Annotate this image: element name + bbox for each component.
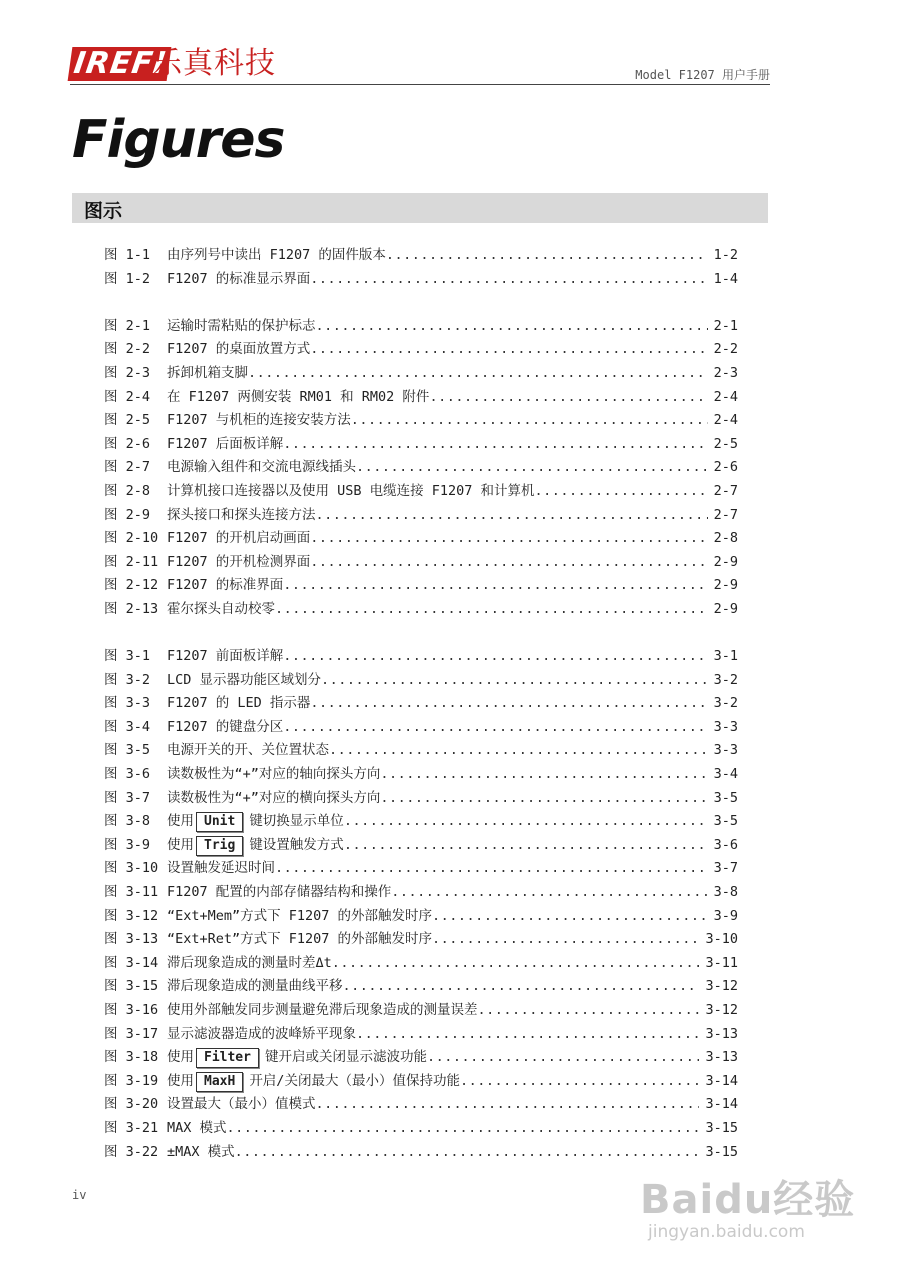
figure-number: 图 2-4 [104, 388, 151, 405]
figure-title [167, 905, 432, 929]
figure-page-number: 2-3 [713, 364, 738, 381]
figure-list-item[interactable] [104, 905, 738, 929]
figure-page-number: 3-8 [713, 884, 738, 901]
watermark [640, 1158, 870, 1258]
page-number: iv [72, 1188, 87, 1202]
figure-number: 图 1-1 [104, 247, 151, 263]
figure-title-text: F1207 后面板详解 [167, 435, 284, 452]
figure-title-text: 探头接口和探头连接方法 [167, 506, 316, 523]
dot-leader [310, 338, 707, 362]
figure-title-text: 键开启或关闭显示滤波功能 [264, 1049, 427, 1066]
figure-title-text: ±MAX 模式 [167, 1143, 235, 1160]
dot-leader [310, 268, 707, 292]
figure-title [167, 881, 391, 905]
dot-leader [275, 857, 708, 881]
figure-list-item[interactable] [104, 338, 738, 362]
figure-page-number: 2-7 [713, 482, 738, 499]
figure-list-item[interactable] [104, 1093, 738, 1117]
figure-title [167, 645, 283, 669]
figure-list-item[interactable] [104, 362, 738, 386]
figure-number: 图 2-8 [104, 482, 151, 499]
figure-title-text: “Ext+Mem”方式下 F1207 的外部触发时序 [167, 907, 433, 924]
figure-page-number: 2-5 [713, 435, 738, 452]
figure-list-item[interactable] [104, 1046, 738, 1070]
dot-leader [316, 315, 708, 339]
figure-title [167, 598, 275, 622]
dot-leader [351, 409, 708, 433]
figure-title-text: 运输时需粘贴的保护标志 [167, 317, 316, 334]
figure-title [167, 787, 380, 811]
figure-title [167, 1117, 227, 1141]
dot-leader [386, 244, 708, 268]
figure-list-item[interactable] [104, 244, 738, 268]
figure-title-text: 设置最大（最小）值模式 [167, 1096, 316, 1113]
figure-page-number: 2-1 [713, 317, 738, 334]
watermark-url: jingyan.baidu.com [648, 1222, 805, 1242]
figure-list-item[interactable] [104, 433, 738, 457]
figure-title [167, 244, 386, 268]
figure-title [167, 551, 310, 575]
figure-list-item[interactable] [104, 645, 738, 669]
figure-number: 图 3-11 [104, 884, 159, 901]
dot-leader [248, 362, 708, 386]
figure-title [167, 315, 316, 339]
dot-leader [316, 504, 708, 528]
figure-title-text: F1207 的开机启动画面 [167, 530, 311, 547]
figure-title [167, 763, 380, 787]
figure-title-text: 由序列号中读出 F1207 的固件版本 [167, 247, 386, 263]
figure-title-text: 在 F1207 两侧安装 RM01 和 RM02 附件 [167, 388, 430, 405]
figure-number: 图 2-6 [104, 435, 151, 452]
figure-title [167, 928, 432, 952]
figure-page-number: 3-1 [713, 648, 738, 665]
company-logo-text: 乐真科技 [152, 46, 276, 81]
figure-title [167, 669, 321, 693]
figure-page-number: 3-5 [713, 789, 738, 806]
figure-title [167, 999, 478, 1023]
figure-page-number: 2-4 [713, 388, 738, 405]
figure-title-text: 电源开关的开、关位置状态 [167, 742, 329, 759]
figure-list-item[interactable] [104, 787, 738, 811]
figure-number: 图 3-17 [104, 1025, 159, 1042]
figure-title-text: 使用外部触发同步测量避免滞后现象造成的测量误差 [167, 1002, 478, 1018]
figure-title-text: 滞后现象造成的测量曲线平移 [167, 978, 343, 995]
figure-list-item[interactable] [104, 598, 738, 622]
figure-list [104, 244, 738, 1164]
figure-title [167, 1070, 460, 1094]
figure-page-number: 2-9 [713, 600, 738, 617]
figure-title-text: 计算机接口连接器以及使用 USB 电缆连接 F1207 和计算机 [167, 482, 535, 499]
figure-page-number: 3-3 [713, 718, 738, 735]
dot-leader [235, 1141, 700, 1165]
figure-title-prefix: 使用 [167, 1049, 194, 1066]
figure-list-item[interactable] [104, 268, 738, 292]
figure-title [167, 834, 344, 858]
figure-title-text: MAX 模式 [167, 1119, 227, 1136]
figure-number: 图 2-2 [104, 341, 151, 358]
figure-title-text: F1207 与机柜的连接安装方法 [167, 412, 351, 429]
figure-list-item[interactable] [104, 975, 738, 999]
figure-page-number: 3-10 [705, 931, 738, 948]
figure-number: 图 2-3 [104, 364, 151, 381]
figure-number: 图 2-13 [104, 600, 159, 617]
dot-leader [460, 1070, 700, 1094]
figure-title-text: “Ext+Ret”方式下 F1207 的外部触发时序 [167, 931, 433, 948]
figure-title-text: 开启/关闭最大（最小）值保持功能 [249, 1072, 460, 1089]
dot-leader [356, 1023, 699, 1047]
figure-number: 图 3-18 [104, 1049, 159, 1066]
watermark-logo: Baidu经验 [640, 1177, 856, 1223]
figure-title-text: LCD 显示器功能区域划分 [167, 671, 322, 688]
figure-number: 图 2-5 [104, 412, 151, 429]
figure-number: 图 3-14 [104, 954, 159, 971]
figure-list-item[interactable] [104, 857, 738, 881]
figure-list-item[interactable] [104, 315, 738, 339]
figure-page-number: 3-2 [713, 695, 738, 712]
figure-number: 图 3-6 [104, 766, 151, 783]
figure-number: 图 2-7 [104, 459, 151, 476]
figure-title-text: F1207 的标准界面 [167, 577, 284, 594]
dot-leader [380, 787, 707, 811]
figure-title-text: F1207 配置的内部存储器结构和操作 [167, 884, 392, 901]
figure-title-text: F1207 的桌面放置方式 [167, 341, 311, 358]
dot-leader [283, 574, 707, 598]
figure-page-number: 3-6 [713, 836, 738, 853]
figure-number: 图 2-9 [104, 506, 151, 523]
figure-number: 图 3-15 [104, 978, 159, 995]
figure-list-item[interactable] [104, 952, 738, 976]
figure-number: 图 3-3 [104, 695, 151, 712]
dot-leader [344, 834, 708, 858]
section-heading-bar [72, 193, 768, 223]
figure-list-item[interactable] [104, 716, 738, 740]
figure-page-number: 2-9 [713, 553, 738, 570]
figure-page-number: 2-2 [713, 341, 738, 358]
figure-page-number: 2-8 [713, 530, 738, 547]
figure-list-item[interactable] [104, 1023, 738, 1047]
header-divider [70, 84, 770, 85]
figure-title-text: F1207 的标准显示界面 [167, 270, 311, 287]
figure-page-number: 1-2 [713, 247, 738, 263]
dot-leader [343, 975, 700, 999]
figure-list-item[interactable] [104, 834, 738, 858]
figure-title-prefix: 使用 [167, 1072, 194, 1089]
figure-title-text: 霍尔探头自动校零 [167, 600, 275, 617]
dot-leader [332, 952, 700, 976]
figure-list-item[interactable] [104, 999, 738, 1023]
figure-list-item[interactable] [104, 1117, 738, 1141]
figure-list-item[interactable] [104, 480, 738, 504]
figure-title [167, 574, 283, 598]
dot-leader [391, 881, 707, 905]
figure-page-number: 3-7 [713, 860, 738, 877]
figure-page-number: 1-4 [713, 270, 738, 287]
figure-page-number: 3-4 [713, 766, 738, 783]
figure-number: 图 3-13 [104, 931, 159, 948]
figure-title-text: 键设置触发方式 [249, 836, 344, 853]
figure-title [167, 739, 329, 763]
figure-page-number: 3-5 [713, 813, 738, 830]
page-title: Figures [72, 110, 285, 170]
figure-title [167, 692, 310, 716]
list-spacer [104, 622, 738, 646]
figure-title-text: 滞后现象造成的测量时差Δt [167, 954, 332, 971]
figure-number: 图 2-10 [104, 530, 159, 547]
dot-leader [535, 480, 708, 504]
figure-page-number: 3-14 [705, 1096, 738, 1113]
figure-number: 图 3-5 [104, 742, 151, 759]
figure-number: 图 3-12 [104, 907, 159, 924]
figure-title [167, 386, 429, 410]
dot-leader [316, 1093, 700, 1117]
key-label-box: Unit [196, 812, 243, 832]
figure-title [167, 1093, 316, 1117]
figure-title [167, 1141, 235, 1165]
figure-title-text: 读数极性为“+”对应的轴向探头方向 [167, 766, 381, 783]
figure-list-item[interactable] [104, 456, 738, 480]
figure-list-item[interactable] [104, 1070, 738, 1094]
figure-list-item[interactable] [104, 386, 738, 410]
figure-page-number: 3-13 [705, 1025, 738, 1042]
figure-list-item[interactable] [104, 881, 738, 905]
figure-title-text: F1207 的键盘分区 [167, 718, 284, 735]
key-label-box: MaxH [196, 1072, 243, 1092]
dot-leader [427, 1046, 700, 1070]
figure-list-item[interactable] [104, 504, 738, 528]
dot-leader [310, 551, 707, 575]
key-label-box: Filter [196, 1048, 259, 1068]
figure-list-item[interactable] [104, 669, 738, 693]
figure-page-number: 3-9 [713, 907, 738, 924]
figure-title-text: 设置触发延迟时间 [167, 860, 275, 877]
dot-leader [329, 739, 708, 763]
figure-title [167, 716, 283, 740]
key-label-box: Trig [196, 836, 243, 856]
figure-title-text: 显示滤波器造成的波峰矫平现象 [167, 1025, 356, 1042]
figure-page-number: 2-9 [713, 577, 738, 594]
figure-number: 图 3-16 [104, 1002, 159, 1018]
figure-title-text: F1207 前面板详解 [167, 648, 284, 665]
figure-page-number: 2-4 [713, 412, 738, 429]
figure-list-item[interactable] [104, 527, 738, 551]
figure-page-number: 3-3 [713, 742, 738, 759]
figure-title [167, 810, 344, 834]
figure-title [167, 362, 248, 386]
figure-list-item[interactable] [104, 409, 738, 433]
dot-leader [283, 433, 707, 457]
dot-leader [344, 810, 708, 834]
figure-page-number: 3-14 [705, 1072, 738, 1089]
figure-title [167, 857, 275, 881]
dot-leader [432, 928, 699, 952]
dot-leader [356, 456, 708, 480]
figure-page-number: 3-11 [705, 954, 738, 971]
figure-number: 图 3-7 [104, 789, 151, 806]
dot-leader [283, 716, 707, 740]
figure-number: 图 1-2 [104, 270, 151, 287]
company-logo-mark: IREFI [68, 47, 172, 81]
figure-title [167, 1046, 427, 1070]
dot-leader [380, 763, 707, 787]
figure-number: 图 2-12 [104, 577, 159, 594]
figure-list-item[interactable] [104, 574, 738, 598]
figure-title [167, 409, 351, 433]
dot-leader [310, 527, 707, 551]
dot-leader [227, 1117, 700, 1141]
figure-page-number: 2-6 [713, 459, 738, 476]
dot-leader [429, 386, 707, 410]
list-spacer [104, 291, 738, 315]
figure-list-item[interactable] [104, 551, 738, 575]
figure-list-item[interactable] [104, 692, 738, 716]
figure-number: 图 3-19 [104, 1072, 159, 1089]
figure-list-item[interactable] [104, 928, 738, 952]
figure-title [167, 504, 316, 528]
figure-page-number: 3-13 [705, 1049, 738, 1066]
dot-leader [283, 645, 707, 669]
figure-title-text: F1207 的开机检测界面 [167, 553, 311, 570]
figure-number: 图 3-8 [104, 813, 151, 830]
dot-leader [275, 598, 708, 622]
figure-title-text: 电源输入组件和交流电源线插头 [167, 459, 356, 476]
figure-number: 图 3-21 [104, 1119, 159, 1136]
dot-leader [432, 905, 708, 929]
page-header [70, 44, 770, 86]
figure-page-number: 3-12 [705, 978, 738, 995]
figure-page-number: 2-7 [713, 506, 738, 523]
figure-title [167, 952, 332, 976]
figure-page-number: 3-15 [705, 1119, 738, 1136]
figure-page-number: 3-15 [705, 1143, 738, 1160]
figure-number: 图 3-4 [104, 718, 151, 735]
figure-page-number: 3-12 [705, 1002, 738, 1018]
figure-list-item[interactable] [104, 763, 738, 787]
figure-title-text: 键切换显示单位 [249, 813, 344, 830]
figure-title-prefix: 使用 [167, 836, 194, 853]
dot-leader [321, 669, 708, 693]
figure-title [167, 456, 356, 480]
figure-number: 图 3-10 [104, 860, 159, 877]
figure-page-number: 3-2 [713, 671, 738, 688]
figure-title [167, 527, 310, 551]
figure-title-prefix: 使用 [167, 813, 194, 830]
dot-leader [478, 999, 700, 1023]
figure-title [167, 433, 283, 457]
figure-title-text: F1207 的 LED 指示器 [167, 695, 311, 712]
figure-title [167, 480, 535, 504]
figure-number: 图 3-22 [104, 1143, 159, 1160]
figure-number: 图 3-9 [104, 836, 151, 853]
figure-title-text: 读数极性为“+”对应的横向探头方向 [167, 789, 381, 806]
figure-number: 图 2-11 [104, 553, 159, 570]
figure-title [167, 268, 310, 292]
figure-number: 图 3-20 [104, 1096, 159, 1113]
figure-number: 图 3-1 [104, 648, 151, 665]
dot-leader [310, 692, 707, 716]
section-heading: 图示 [84, 200, 123, 222]
manual-model-label: Model F1207 用户手册 [635, 68, 770, 82]
figure-title [167, 1023, 356, 1047]
figure-list-item[interactable] [104, 810, 738, 834]
figure-number: 图 2-1 [104, 317, 151, 334]
figure-title [167, 975, 343, 999]
figure-title-text: 拆卸机箱支脚 [167, 364, 248, 381]
figure-title [167, 338, 310, 362]
figure-number: 图 3-2 [104, 671, 151, 688]
figure-list-item[interactable] [104, 739, 738, 763]
